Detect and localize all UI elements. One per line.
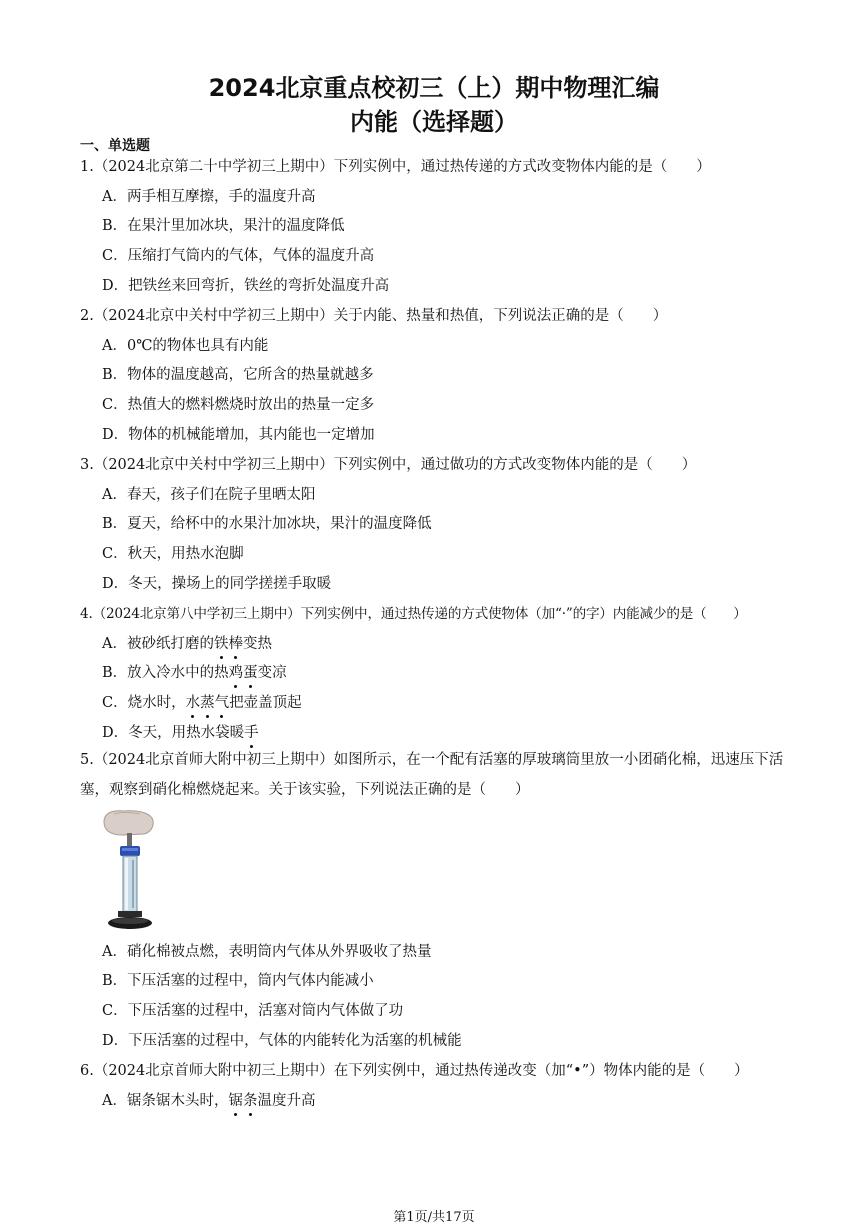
question-3-option-d: D．冬天，操场上的同学搓搓手取暖 — [102, 576, 332, 592]
question-6-option-a — [102, 1089, 315, 1110]
question-5-option-a: A．硝化棉被点燃，表明筒内气体从外界吸收了热量 — [102, 944, 432, 960]
option-text: 变凉 — [257, 665, 287, 681]
option-text: 把壶盖顶起 — [229, 695, 302, 711]
emphasized-char: 铁 — [214, 632, 229, 653]
question-4-option-b — [102, 661, 287, 682]
question-1-option-c: C．压缩打气筒内的气体，气体的温度升高 — [102, 248, 375, 264]
question-4-option-a — [102, 632, 272, 653]
document-subtitle: 内能（选择题） — [350, 108, 518, 136]
question-1-stem: 1.（2024北京第二十中学初三上期中）下列实例中，通过热传递的方式改变物体内能的是（ ） — [80, 159, 711, 175]
document-title: 2024北京重点校初三（上）期中物理汇编 — [208, 74, 660, 102]
option-text: B．放入冷水中的热 — [102, 665, 229, 681]
question-5-stem: 5.（2024北京首师大附中初三上期中）如图所示，在一个配有活塞的厚玻璃筒里放一小团硝化棉，迅速压下活塞，观察到硝化棉燃烧起来。关于该实验，下列说法正确的是（ ） — [80, 752, 784, 798]
piston-experiment-figure — [100, 808, 162, 932]
question-3-option-c: C．秋天，用热水泡脚 — [102, 546, 244, 562]
emphasized-char: 手 — [244, 721, 259, 742]
question-1-option-a: A．两手相互摩擦，手的温度升高 — [102, 189, 316, 205]
question-4-stem: 4.（2024北京第八中学初三上期中）下列实例中，通过热传递的方式使物体（加“·”的字）内能减少的是（ ） — [80, 606, 747, 622]
question-5-option-c: C．下压活塞的过程中，活塞对筒内气体做了功 — [102, 1003, 404, 1019]
option-text: A．锯条锯木头时， — [102, 1093, 229, 1109]
question-2-option-a: A．0℃的物体也具有内能 — [102, 338, 269, 354]
page-footer: 第1页/共17页 — [393, 1210, 475, 1225]
emphasized-char: 气 — [215, 691, 230, 712]
option-text: 变热 — [242, 636, 272, 652]
question-5-option-d: D．下压活塞的过程中，气体的内能转化为活塞的机械能 — [102, 1033, 462, 1049]
option-text: 温度升高 — [257, 1093, 316, 1109]
emphasized-char: 锯 — [228, 1089, 243, 1110]
question-4-option-d — [102, 721, 259, 742]
emphasized-char: 蛋 — [243, 661, 258, 682]
question-5-option-b: B．下压活塞的过程中，筒内气体内能减小 — [102, 973, 374, 989]
option-text: D．冬天，用热水袋暖 — [102, 725, 245, 741]
question-4-option-c — [102, 691, 302, 712]
emphasized-char: 鸡 — [229, 661, 244, 682]
question-2-option-c: C．热值大的燃料燃烧时放出的热量一定多 — [102, 397, 375, 413]
emphasized-char: 棒 — [228, 632, 243, 653]
emphasized-char: 条 — [243, 1089, 258, 1110]
question-1-option-b: B．在果汁里加冰块，果汁的温度降低 — [102, 218, 345, 234]
question-3-stem: 3.（2024北京中关村中学初三上期中）下列实例中，通过做功的方式改变物体内能的是（ ） — [80, 457, 697, 473]
question-2-option-d: D．物体的机械能增加，其内能也一定增加 — [102, 427, 375, 443]
emphasized-char: 水 — [186, 691, 201, 712]
question-3-option-a: A．春天，孩子们在院子里晒太阳 — [102, 487, 316, 503]
question-6-stem: 6.（2024北京首师大附中初三上期中）在下列实例中，通过热传递改变（加“•”）物体内能的是（ ） — [80, 1063, 749, 1079]
glass-cylinder-piston-image — [100, 808, 162, 932]
option-text: C．烧水时， — [102, 695, 186, 711]
question-2-stem: 2.（2024北京中关村中学初三上期中）关于内能、热量和热值，下列说法正确的是（ ） — [80, 308, 668, 324]
emphasized-char: 蒸 — [200, 691, 215, 712]
question-3-option-b: B．夏天，给杯中的水果汁加冰块，果汁的温度降低 — [102, 516, 432, 532]
section-heading: 一、单选题 — [80, 138, 150, 154]
question-1-option-d: D．把铁丝来回弯折，铁丝的弯折处温度升高 — [102, 278, 390, 294]
option-text: A．被砂纸打磨的 — [102, 636, 214, 652]
question-2-option-b: B．物体的温度越高，它所含的热量就越多 — [102, 367, 374, 383]
